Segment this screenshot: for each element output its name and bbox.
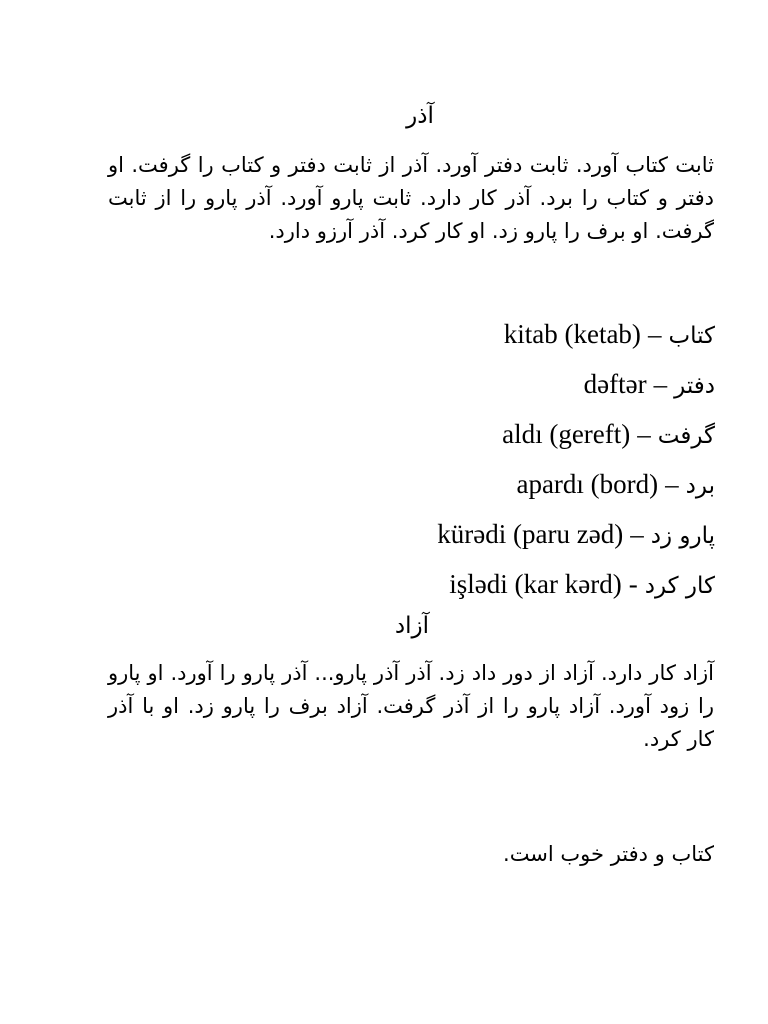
glossary-farsi: برد xyxy=(685,473,715,499)
glossary-separator: – xyxy=(653,369,668,399)
glossary-latin: kitab (ketab) xyxy=(503,319,641,349)
lesson-2-paragraph: آزاد کار دارد. آزاد از دور داد زد. آذر آذر پارو... آذر پارو را آورد. او پارو را زود آورد. آزاد پارو را از آذر گرفت. آزاد برف را پارو زد. او با آذر کار کرد. xyxy=(108,661,714,751)
glossary-entry-aldi xyxy=(300,416,715,466)
glossary-latin: kürədi (paru zəd) xyxy=(437,519,624,549)
lesson-1-paragraph: ثابت کتاب آورد. ثابت دفتر آورد. آذر از ثابت دفتر و کتاب را گرفت. او دفتر و کتاب را برد. آذر کار دارد. ثابت پارو آورد. آذر پارو را از ثابت گرفت. او برف را پارو زد. او کار کرد. آذر آرزو دارد. xyxy=(108,153,714,243)
lesson-1-title: آذر xyxy=(406,103,434,129)
glossary-farsi: پارو زد xyxy=(650,523,715,549)
glossary-entry-kitab xyxy=(300,316,715,366)
glossary-entry-defter xyxy=(300,366,715,416)
glossary-latin: aldı (gereft) xyxy=(502,419,631,449)
glossary-latin: işlədi (kar kərd) xyxy=(449,569,622,599)
glossary-separator: – xyxy=(630,519,644,549)
glossary-list xyxy=(300,316,715,616)
glossary-entry-kuredi xyxy=(300,516,715,566)
glossary-entry-apardi xyxy=(300,466,715,516)
glossary-farsi: دفتر xyxy=(674,373,715,399)
glossary-entry-isledi xyxy=(300,566,715,616)
glossary-separator: - xyxy=(628,569,638,599)
glossary-farsi: کار کرد xyxy=(644,573,715,599)
glossary-separator: – xyxy=(637,419,651,449)
glossary-separator: – xyxy=(647,319,662,349)
glossary-latin: apardı (bord) xyxy=(516,469,659,499)
glossary-separator: – xyxy=(665,469,679,499)
glossary-farsi: کتاب xyxy=(668,323,715,349)
glossary-latin: dəftər xyxy=(583,369,647,399)
glossary-farsi: گرفت xyxy=(657,423,715,449)
lesson-2-title: آزاد xyxy=(394,613,430,639)
closing-sentence: کتاب و دفتر خوب است. xyxy=(503,842,714,866)
